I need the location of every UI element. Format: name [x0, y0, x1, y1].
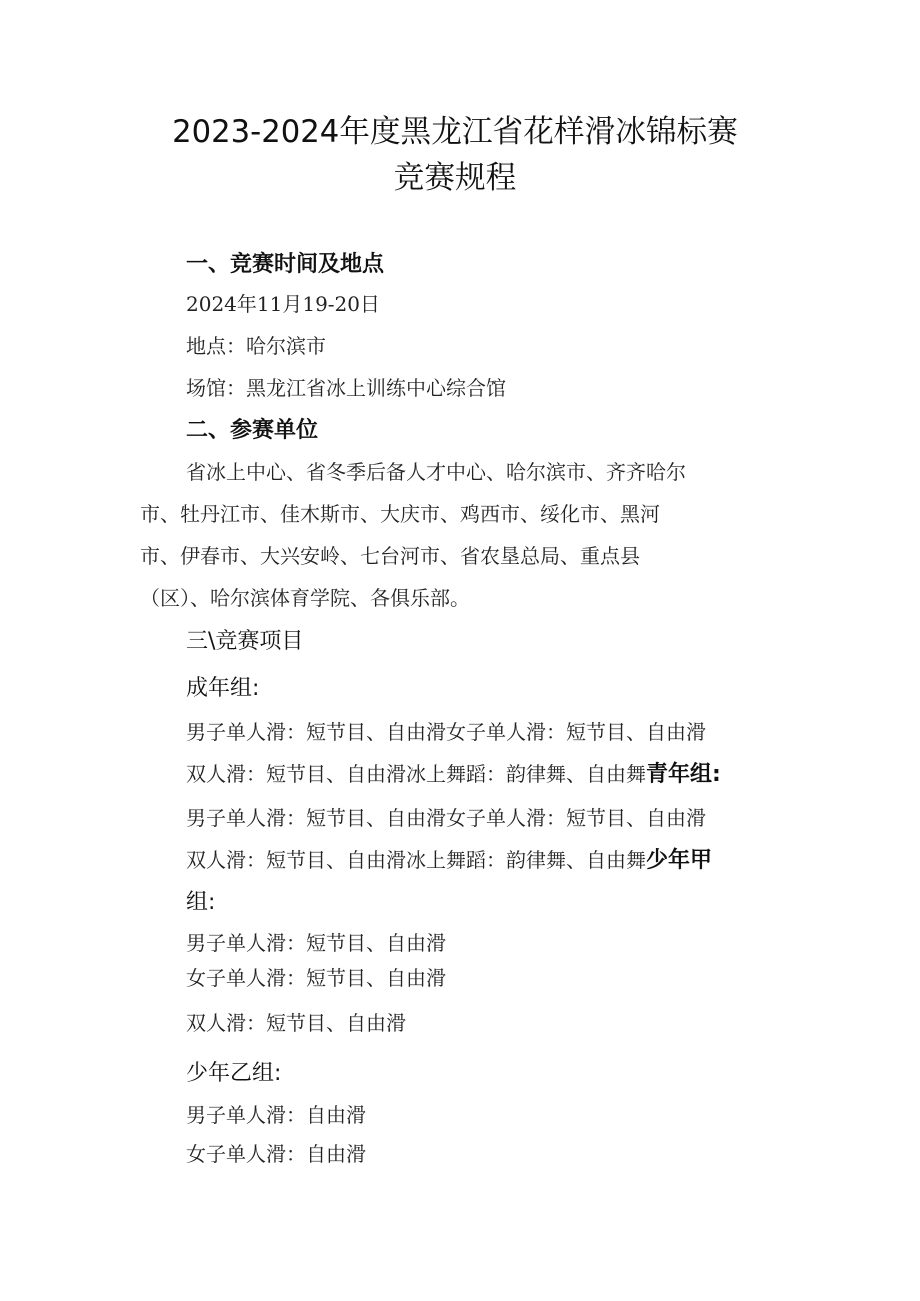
- document-title: 2023-2024年度黑龙江省花样滑冰锦标赛: [172, 114, 738, 150]
- competition-date: 2024年11月19-20日: [186, 292, 381, 316]
- youth-a-women-line: 女子单人滑：短节目、自由滑: [186, 966, 446, 990]
- section-heading-events: 三\竞赛项目: [186, 629, 304, 654]
- competition-location: 地点：哈尔滨市: [186, 334, 326, 358]
- junior-singles-line: 男子单人滑：短节目、自由滑女子单人滑：短节目、自由滑: [186, 806, 706, 830]
- youth-a-pairs-line: 双人滑：短节目、自由滑: [186, 1011, 406, 1035]
- document-subtitle: 竞赛规程: [393, 160, 517, 196]
- youth-a-men-line: 男子单人滑：短节目、自由滑: [186, 931, 446, 955]
- youth-a-group-label: 少年甲: [646, 848, 713, 873]
- senior-singles-line: 男子单人滑：短节目、自由滑女子单人滑：短节目、自由滑: [186, 720, 706, 744]
- youth-b-group-label: 少年乙组:: [186, 1061, 282, 1086]
- competition-venue: 场馆：黑龙江省冰上训练中心综合馆: [186, 376, 506, 400]
- junior-pairs-dance-line: [186, 847, 712, 874]
- youth-b-men-line: 男子单人滑：自由滑: [186, 1103, 366, 1127]
- senior-pairs-dance-line: [186, 761, 721, 788]
- participants-line: （区）、哈尔滨体育学院、各俱乐部。: [140, 586, 470, 610]
- youth-a-group-label-continued: 组:: [186, 890, 216, 915]
- senior-group-label: 成年组:: [186, 676, 260, 701]
- senior-pairs-dance-text: 双人滑：短节目、自由滑冰上舞蹈：韵律舞、自由舞: [186, 762, 646, 786]
- junior-pairs-dance-text: 双人滑：短节目、自由滑冰上舞蹈：韵律舞、自由舞: [186, 848, 646, 872]
- participants-line: 市、伊春市、大兴安岭、七台河市、省农垦总局、重点县: [140, 544, 640, 568]
- section-heading-time-location: 一、竞赛时间及地点: [186, 252, 385, 277]
- youth-b-women-line: 女子单人滑：自由滑: [186, 1142, 366, 1166]
- section-heading-participants: 二、参赛单位: [186, 418, 319, 443]
- junior-group-label: 青年组:: [646, 762, 721, 787]
- participants-line: 省冰上中心、省冬季后备人才中心、哈尔滨市、齐齐哈尔: [186, 460, 686, 484]
- participants-line: 市、牡丹江市、佳木斯市、大庆市、鸡西市、绥化市、黑河: [140, 502, 660, 526]
